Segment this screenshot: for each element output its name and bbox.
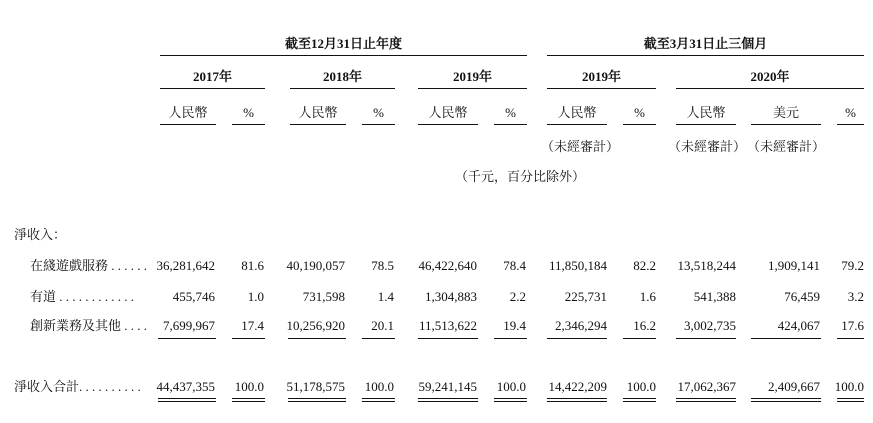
section-label-net-revenues: 淨收入： xyxy=(14,227,67,242)
table-cell: 17.4 xyxy=(241,318,264,333)
table-cell: 40,190,057 xyxy=(286,258,345,273)
year-rule-2020-q1 xyxy=(676,88,864,89)
column-rule xyxy=(362,124,395,125)
column-rule xyxy=(160,124,216,125)
period-header-quarter: 截至3月31日止三個月 xyxy=(643,36,768,51)
total-cell: 59,241,145 xyxy=(418,379,477,394)
total-cell: 100.0 xyxy=(834,379,864,394)
table-cell: 2,346,294 xyxy=(555,318,607,333)
unaudited-note-2020-usd: （未經審計） xyxy=(746,139,825,154)
year-rule-2019-q1 xyxy=(547,88,656,89)
total-double-rule xyxy=(362,398,395,402)
table-cell: 7,699,967 xyxy=(163,318,215,333)
table-cell: 1,909,141 xyxy=(768,258,820,273)
subtotal-rule xyxy=(232,338,265,339)
subtotal-rule xyxy=(158,338,216,339)
total-cell: 44,437,355 xyxy=(156,379,215,394)
total-cell: 17,062,367 xyxy=(677,379,736,394)
subtotal-rule xyxy=(751,338,821,339)
column-rule xyxy=(547,124,607,125)
subtotal-rule xyxy=(676,338,736,339)
column-header-rmb-2019: 人民幣 xyxy=(428,105,468,120)
table-cell: 1,304,883 xyxy=(425,289,477,304)
subtotal-rule xyxy=(362,338,395,339)
period-rule-year xyxy=(160,55,527,56)
period-header-year: 截至12月31日止年度 xyxy=(284,36,402,51)
period-rule-quarter xyxy=(547,55,864,56)
table-cell: 78.4 xyxy=(503,258,526,273)
column-rule xyxy=(837,124,864,125)
column-rule xyxy=(290,124,346,125)
table-cell: 20.1 xyxy=(371,318,394,333)
year-rule-2017 xyxy=(160,88,265,89)
total-cell: 100.0 xyxy=(626,379,656,394)
subtotal-rule xyxy=(547,338,607,339)
column-header-rmb-2020-q1: 人民幣 xyxy=(686,105,726,120)
column-header-rmb-2018: 人民幣 xyxy=(298,105,338,120)
total-double-rule xyxy=(547,398,607,402)
total-cell: 100.0 xyxy=(234,379,264,394)
column-header-usd-2020-q1: 美元 xyxy=(772,105,799,120)
total-double-rule xyxy=(418,398,478,402)
table-cell: 19.4 xyxy=(503,318,526,333)
column-rule xyxy=(623,124,656,125)
table-cell: 3.2 xyxy=(847,289,864,304)
total-double-rule xyxy=(676,398,736,402)
year-rule-2019 xyxy=(418,88,527,89)
subtotal-rule xyxy=(288,338,346,339)
total-double-rule xyxy=(751,398,821,402)
total-cell: 2,409,667 xyxy=(768,379,820,394)
year-rule-2018 xyxy=(290,88,395,89)
year-header-2019-q1: 2019年 xyxy=(581,69,621,84)
table-cell: 225,731 xyxy=(564,289,607,304)
total-double-rule xyxy=(232,398,265,402)
table-cell: 46,422,640 xyxy=(418,258,477,273)
row-label-total-net-revenues: 淨收入合計. . . . . . . . . . xyxy=(14,379,141,394)
column-header-pct-2019-q1: % xyxy=(634,105,645,120)
column-header-pct-2018: % xyxy=(373,105,384,120)
column-rule xyxy=(494,124,527,125)
row-label-youdao: 有道 . . . . . . . . . . . . xyxy=(30,289,135,304)
total-double-rule xyxy=(494,398,527,402)
year-header-2020-q1: 2020年 xyxy=(750,69,790,84)
unaudited-note-2020-rmb: （未經審計） xyxy=(668,139,747,154)
table-cell: 78.5 xyxy=(371,258,394,273)
subtotal-rule xyxy=(494,338,527,339)
table-cell: 79.2 xyxy=(841,258,864,273)
subtotal-rule xyxy=(837,338,864,339)
column-header-pct-2019: % xyxy=(505,105,516,120)
table-cell: 731,598 xyxy=(302,289,345,304)
unit-note: （千元，百分比除外） xyxy=(454,169,585,184)
table-cell: 2.2 xyxy=(509,289,526,304)
column-header-pct-2017: % xyxy=(243,105,254,120)
table-cell: 3,002,735 xyxy=(684,318,736,333)
column-header-rmb-2019-q1: 人民幣 xyxy=(557,105,597,120)
table-cell: 16.2 xyxy=(633,318,656,333)
total-double-rule xyxy=(158,398,216,402)
table-cell: 10,256,920 xyxy=(286,318,345,333)
table-cell: 13,518,244 xyxy=(677,258,736,273)
table-cell: 455,746 xyxy=(172,289,215,304)
table-cell: 81.6 xyxy=(241,258,264,273)
row-label-innovative-businesses: 創新業務及其他 . . . . xyxy=(30,318,148,333)
unaudited-note-2019-q1: （未經審計） xyxy=(540,139,619,154)
column-header-pct-2020-q1: % xyxy=(845,105,856,120)
total-cell: 100.0 xyxy=(364,379,394,394)
total-cell: 51,178,575 xyxy=(286,379,345,394)
table-cell: 11,513,622 xyxy=(418,318,477,333)
total-double-rule xyxy=(837,398,864,402)
year-header-2018: 2018年 xyxy=(322,69,362,84)
table-cell: 17.6 xyxy=(841,318,864,333)
table-cell: 541,388 xyxy=(693,289,736,304)
table-cell: 424,067 xyxy=(777,318,820,333)
table-cell: 76,459 xyxy=(784,289,820,304)
year-header-2019: 2019年 xyxy=(452,69,492,84)
table-cell: 1.0 xyxy=(247,289,264,304)
column-rule xyxy=(676,124,736,125)
column-rule xyxy=(418,124,478,125)
total-double-rule xyxy=(623,398,656,402)
column-header-rmb-2017: 人民幣 xyxy=(168,105,208,120)
table-cell: 11,850,184 xyxy=(548,258,607,273)
table-cell: 82.2 xyxy=(633,258,656,273)
row-label-online-game-services: 在綫遊戲服務 . . . . . . xyxy=(30,258,148,273)
column-rule xyxy=(751,124,821,125)
year-header-2017: 2017年 xyxy=(192,69,232,84)
table-cell: 1.4 xyxy=(377,289,394,304)
column-rule xyxy=(232,124,265,125)
table-cell: 1.6 xyxy=(639,289,656,304)
subtotal-rule xyxy=(418,338,478,339)
total-double-rule xyxy=(288,398,346,402)
subtotal-rule xyxy=(623,338,656,339)
total-cell: 14,422,209 xyxy=(548,379,607,394)
total-cell: 100.0 xyxy=(496,379,526,394)
table-cell: 36,281,642 xyxy=(156,258,215,273)
